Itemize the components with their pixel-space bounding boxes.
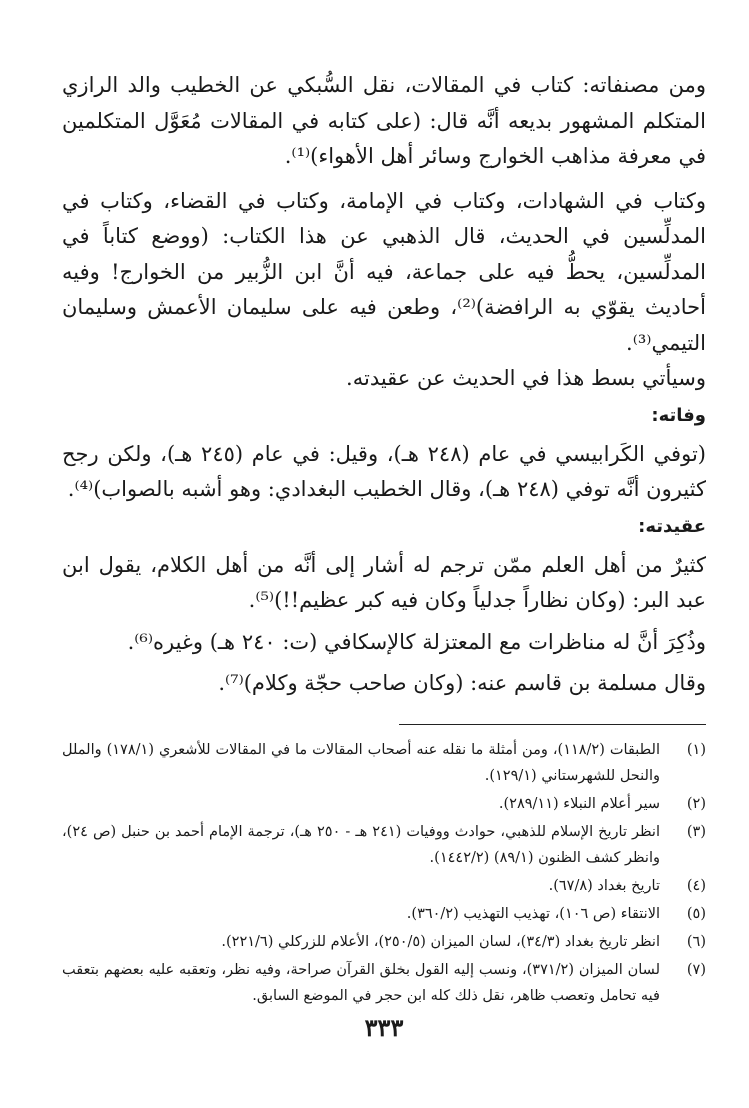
footnotes-list [62, 737, 706, 1009]
footnote-item [62, 929, 706, 955]
paragraph-works: ومن مصنفاته: كتاب في المقالات، نقل السُّبكي عن الخطيب والد الرازي المتكلم المشهور بديعه أنَّه قال: (على كتابه في المقالات مُعَوَّل المتكلمين في معرفة مذاهب الخوارج وسائر أهل الأهواء)⁽¹⁾. [62, 73, 706, 168]
paragraph-death: (توفي الكَرابيسي في عام (٢٤٨ هـ)، وقيل: في عام (٢٤٥ هـ)، ولكن رجح كثيرون أنَّه توفي (٢٤٨ هـ)، وقال الخطيب البغدادي: وهو أشبه بالصواب)⁽⁴⁾. [62, 441, 706, 501]
paragraph-other-books: وكتاب في الشهادات، وكتاب في الإمامة، وكتاب في القضاء، وكتاب في المدلِّسين في الحديث، قال الذهبي عن هذا الكتاب: (ووضع كتاباً في المدلِّسين، يحطُّ فيه على جماعة، فيه أنَّ ابن الزُّبير من الخوارج! وفيه أحاديث يقوّي به الرافضة)⁽²⁾، وطعن فيه على سليمان الأعمش وسليمان التيمي⁽³⁾. [62, 188, 706, 355]
footnote-item [62, 957, 706, 1009]
paragraph-maslama-quote: وقال مسلمة بن قاسم عنه: (وكان صاحب حجّة وكلام)⁽⁷⁾. [218, 671, 706, 695]
footnote-number: (٥) [686, 905, 706, 922]
footnote-text: انظر تاريخ بغداد (٣٤/٣)، لسان الميزان (٢٥٠/٥)، الأعلام للزركلي (٢٢١/٦). [221, 933, 660, 950]
heading-creed: عقيدته: [638, 515, 706, 537]
footnote-item [62, 791, 706, 817]
book-page [62, 68, 706, 1078]
footnote-number: (٧) [686, 961, 706, 978]
footnote-text: انظر تاريخ الإسلام للذهبي، حوادث ووفيات (٢٤١ هـ - ٢٥٠ هـ)، ترجمة الإمام أحمد بن حنبل (ص ٢٤)، وانظر كشف الظنون (٨٩/١) (١٤٤٢/٢). [62, 823, 660, 866]
footnote-text: الطبقات (١١٨/٢)، ومن أمثلة ما نقله عنه أصحاب المقالات ما في المقالات للأشعري (١٧٨/١) والملل والنحل للشهرستاني (١٢٩/١). [62, 741, 660, 784]
page-number: ٣٣٣ [364, 1013, 404, 1042]
heading-death: وفاته: [651, 404, 706, 426]
footnote-number: (٣) [686, 823, 706, 840]
footnote-separator [399, 724, 706, 725]
footnote-number: (٤) [686, 877, 706, 894]
footnote-text: سير أعلام النبلاء (٢٨٩/١١). [498, 795, 660, 812]
footnote-item [62, 819, 706, 871]
footnote-text: تاريخ بغداد (٦٧/٨). [548, 877, 660, 894]
footnote-item [62, 873, 706, 899]
footnote-number: (٢) [686, 795, 706, 812]
paragraph-creed: كثيرٌ من أهل العلم ممّن ترجم له أشار إلى أنَّه من أهل الكلام، يقول ابن عبد البر: (وكان نظاراً جدلياً وكان فيه كبر عظيم!!)⁽⁵⁾. [62, 552, 706, 612]
footnote-text: الانتقاء (ص ١٠٦)، تهذيب التهذيب (٣٦٠/٢). [406, 905, 660, 922]
paragraph-creed-reference: وسيأتي بسط هذا في الحديث عن عقيدته. [346, 366, 706, 390]
footnote-number: (٦) [686, 933, 706, 950]
footnote-text: لسان الميزان (٣٧١/٢)، ونسب إليه القول بخلق القرآن صراحة، وفيه نظر، وتعقبه عليه بعضهم بتعقب فيه تحامل وتعصب ظاهر، نقل ذلك كله ابن حجر في الموضع السابق. [62, 961, 660, 1004]
paragraph-debates: وذُكِرَ أنَّ له مناظرات مع المعتزلة كالإسكافي (ت: ٢٤٠ هـ) وغيره⁽⁶⁾. [127, 629, 706, 654]
footnote-number: (١) [686, 741, 706, 758]
footnote-item [62, 737, 706, 789]
footnote-item [62, 901, 706, 927]
